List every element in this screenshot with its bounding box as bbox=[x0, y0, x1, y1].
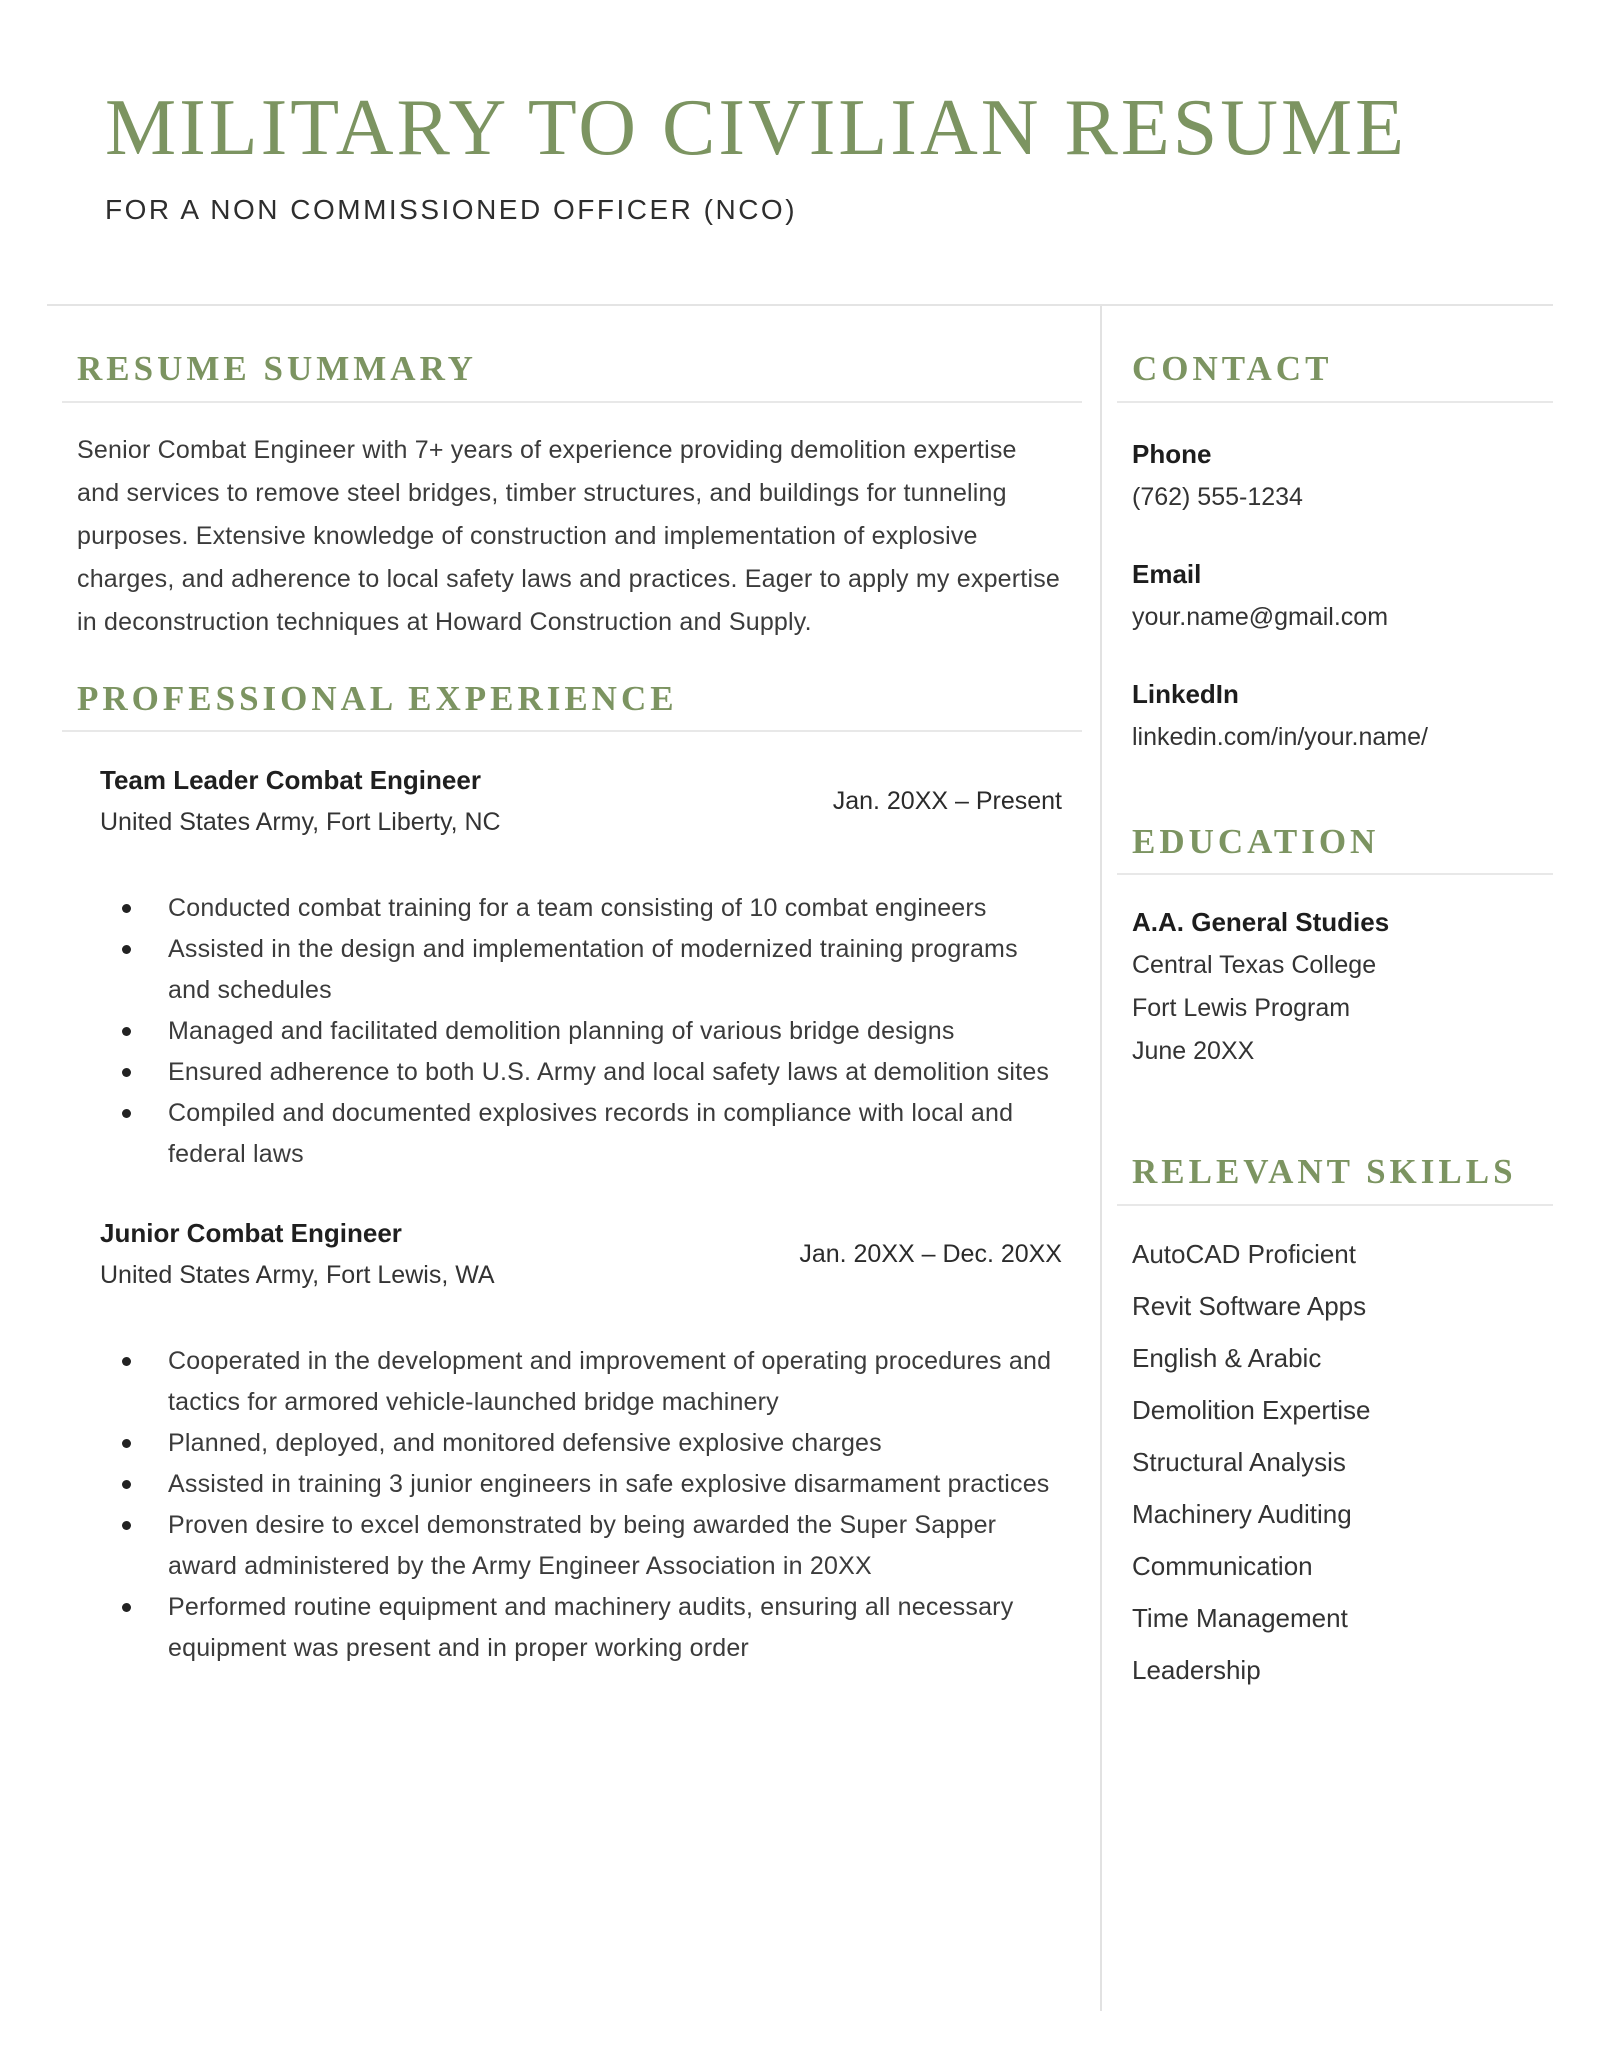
job-header bbox=[100, 1215, 1062, 1293]
bullet-item: Assisted in the design and implementation of modernized training programs and schedules bbox=[100, 929, 1062, 1011]
sidebar-column bbox=[1100, 306, 1553, 2011]
education-date: June 20XX bbox=[1132, 1037, 1255, 1065]
contact-value: your.name@gmail.com bbox=[1132, 602, 1389, 631]
contact-heading: CONTACT bbox=[1132, 349, 1333, 388]
job-entry bbox=[77, 1215, 1062, 1669]
contact-value: (762) 555-1234 bbox=[1132, 482, 1303, 511]
contact-entry-email bbox=[1132, 553, 1553, 639]
skills-list bbox=[1132, 1228, 1553, 1696]
page-title: MILITARY TO CIVILIAN RESUME bbox=[105, 84, 1407, 172]
job-title: Junior Combat Engineer bbox=[100, 1218, 402, 1248]
content-columns bbox=[47, 306, 1553, 2011]
bullet-item: Conducted combat training for a team consisting of 10 combat engineers bbox=[100, 888, 1062, 929]
main-column bbox=[47, 306, 1100, 2011]
bullet-item: Proven desire to excel demonstrated by being awarded the Super Sapper award administered by the Army Engineer Association in 20XX bbox=[100, 1505, 1062, 1587]
skill-item: English & Arabic bbox=[1132, 1342, 1322, 1373]
job-bullet-list bbox=[100, 1341, 1062, 1669]
contact-section bbox=[1132, 350, 1553, 759]
job-title-block bbox=[100, 762, 501, 840]
education-section bbox=[1132, 823, 1553, 1074]
job-company: United States Army, Fort Lewis, WA bbox=[100, 1261, 495, 1289]
section-rule bbox=[62, 401, 1082, 403]
contact-entries bbox=[1132, 433, 1553, 759]
education-school: Central Texas College bbox=[1132, 951, 1377, 979]
bullet-item: Cooperated in the development and improvement of operating procedures and tactics for armored vehicle-launched bridge machinery bbox=[100, 1341, 1062, 1423]
contact-label: LinkedIn bbox=[1132, 678, 1239, 709]
job-bullet-list bbox=[100, 888, 1062, 1175]
skill-item: Structural Analysis bbox=[1132, 1446, 1346, 1477]
education-degree: A.A. General Studies bbox=[1132, 907, 1390, 937]
resume-summary-section bbox=[77, 350, 1062, 644]
job-title: Team Leader Combat Engineer bbox=[100, 765, 481, 795]
professional-experience-section bbox=[77, 680, 1062, 1670]
section-rule bbox=[62, 730, 1082, 732]
job-title-block bbox=[100, 1215, 495, 1293]
skill-item: Communication bbox=[1132, 1550, 1313, 1581]
job-entry bbox=[77, 762, 1062, 1175]
education-program: Fort Lewis Program bbox=[1132, 994, 1351, 1022]
contact-entry-phone bbox=[1132, 433, 1553, 519]
section-rule bbox=[1117, 1204, 1553, 1206]
bullet-item: Managed and facilitated demolition planning of various bridge designs bbox=[100, 1011, 1062, 1052]
resume-header bbox=[0, 0, 1600, 226]
job-header bbox=[100, 762, 1062, 840]
summary-text: Senior Combat Engineer with 7+ years of experience providing demolition expertise and services to remove steel bridges, timber structures, and buildings for tunneling purposes. Extensive knowledge of construction and implementation of explosive charges, and adherence to local safety laws and practices. Eager to apply my expertise in deconstruction techniques at Howard Construction and Supply. bbox=[77, 435, 1061, 636]
job-dates: Jan. 20XX – Dec. 20XX bbox=[799, 1239, 1062, 1268]
relevant-skills-section bbox=[1132, 1153, 1553, 1696]
skill-item: AutoCAD Proficient bbox=[1132, 1238, 1356, 1269]
professional-experience-heading: PROFESSIONAL EXPERIENCE bbox=[77, 678, 678, 718]
job-company: United States Army, Fort Liberty, NC bbox=[100, 808, 501, 836]
skill-item: Revit Software Apps bbox=[1132, 1290, 1367, 1321]
bullet-item: Ensured adherence to both U.S. Army and local safety laws at demolition sites bbox=[100, 1052, 1062, 1093]
bullet-item: Compiled and documented explosives records in compliance with local and federal laws bbox=[100, 1093, 1062, 1175]
bullet-item: Performed routine equipment and machinery audits, ensuring all necessary equipment was present and in proper working order bbox=[100, 1587, 1062, 1669]
section-rule bbox=[1117, 873, 1553, 875]
bullet-item: Planned, deployed, and monitored defensive explosive charges bbox=[100, 1423, 1062, 1464]
section-rule bbox=[1117, 401, 1553, 403]
bullet-item: Assisted in training 3 junior engineers in safe explosive disarmament practices bbox=[100, 1464, 1062, 1505]
skill-item: Demolition Expertise bbox=[1132, 1394, 1371, 1425]
job-dates: Jan. 20XX – Present bbox=[832, 786, 1062, 815]
skill-item: Leadership bbox=[1132, 1654, 1261, 1685]
skill-item: Time Management bbox=[1132, 1602, 1348, 1633]
education-heading: EDUCATION bbox=[1132, 821, 1380, 861]
relevant-skills-heading: RELEVANT SKILLS bbox=[1132, 1152, 1517, 1191]
contact-label: Email bbox=[1132, 558, 1202, 589]
education-entry bbox=[1132, 901, 1553, 1073]
skill-item: Machinery Auditing bbox=[1132, 1498, 1352, 1529]
resume-summary-heading: RESUME SUMMARY bbox=[77, 349, 477, 388]
contact-value: linkedin.com/in/your.name/ bbox=[1132, 722, 1428, 751]
contact-label: Phone bbox=[1132, 438, 1212, 469]
contact-entry-linkedin bbox=[1132, 673, 1553, 759]
page-subtitle: FOR A NON COMMISSIONED OFFICER (NCO) bbox=[105, 194, 798, 225]
